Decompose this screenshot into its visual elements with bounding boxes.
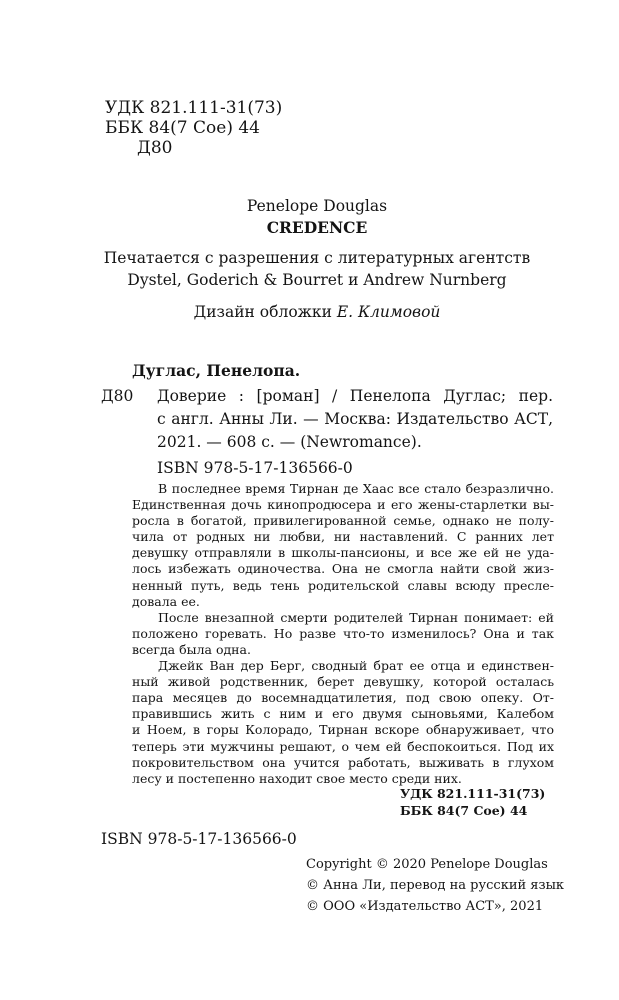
isbn-bottom: ISBN 978-5-17-136566-0 (101, 830, 297, 848)
annotation-line: девушку отправляли в школы-пансионы, и все же ей не уда- (132, 545, 554, 561)
annotation-line: и Ноем, в горы Колорадо, Тирнан вскоре обнаруживает, что (132, 722, 554, 738)
catalog-author: Дуглас, Пенелопа. (132, 361, 301, 380)
udk-code: УДК 821.111-31(73) (105, 98, 283, 118)
original-title: CREDENCE (266, 218, 368, 237)
permission-line-1: Печатается с разрешения с литературных агентств (103, 249, 531, 267)
author-code: Д80 (137, 138, 173, 158)
copyright-line-2: © Анна Ли, перевод на русский язык (306, 878, 565, 893)
annotation-line: После внезапной смерти родителей Тирнан понимает: ей (158, 609, 554, 625)
copyright-line-1: Copyright © 2020 Penelope Douglas (306, 857, 548, 872)
annotation-line: В последнее время Тирнан де Хаас все стало безразлично. (158, 481, 554, 496)
annotation-line: Джейк Ван дер Берг, сводный брат ее отца и единствен- (158, 658, 554, 674)
annotation (132, 481, 554, 787)
annotation-paragraph-1 (132, 481, 554, 610)
annotation-paragraph-3 (132, 658, 554, 787)
annotation-line: теперь эти мужчины решают, о чем ей беспокоиться. Под их (132, 738, 554, 754)
catalog-line-3: 2021. — 608 с. — (Newromance). (157, 433, 422, 451)
annotation-line: росла в богатой, привилегированной семье, однако не полу- (132, 513, 554, 529)
bbk-code: ББК 84(7 Сое) 44 (105, 118, 261, 138)
annotation-line: правившись жить с ним и его двумя сыновьями, Калебом (132, 706, 554, 722)
annotation-line: всегда была одна. (132, 641, 251, 657)
cover-designer-name: Е. Климовой (336, 303, 441, 321)
original-author: Penelope Douglas (246, 197, 388, 215)
annotation-line: довала ее. (132, 593, 200, 609)
catalog-line-2: с англ. Анны Ли. — Москва: Издательство АСТ, (157, 410, 553, 428)
cover-design-prefix: Дизайн обложки (193, 303, 337, 321)
bbk-code-bottom: ББК 84(7 Сое) 44 (400, 803, 528, 818)
catalog-code: Д80 (101, 387, 134, 405)
annotation-line: пара месяцев до восемнадцатилетия, под свою опеку. От- (132, 690, 554, 706)
annotation-line: лось избежать одиночества. Она не смогла найти свой жиз- (132, 561, 554, 577)
copyright-line-3: © ООО «Издательство АСТ», 2021 (306, 899, 544, 914)
udk-code-bottom: УДК 821.111-31(73) (400, 786, 546, 801)
annotation-line: положено горевать. Но разве что-то изменилось? Она и так (132, 625, 554, 641)
cover-design-credit (90, 302, 544, 322)
copyright-block (306, 854, 564, 917)
permission-line-2: Dystel, Goderich & Bourret и Andrew Nurnberg (127, 271, 507, 289)
annotation-line: ненный путь, ведь тень родительской славы всюду пресле- (132, 577, 554, 593)
catalog-line-1: Доверие : [роман] / Пенелопа Дуглас; пер. (157, 387, 553, 405)
annotation-line: лесу и постепенно находит свое место среди них. (132, 770, 462, 786)
annotation-line: покровительством она учится работать, выживать в глухом (132, 754, 554, 770)
annotation-line: чила от родных ни любви, ни наставлений. С ранних лет (132, 529, 554, 545)
annotation-line: ный живой родственник, берет девушку, которой осталась (132, 674, 554, 690)
annotation-line: Единственная дочь кинопродюсера и его жены-старлетки вы- (132, 497, 554, 513)
annotation-paragraph-2 (132, 610, 554, 658)
catalog-isbn: ISBN 978-5-17-136566-0 (157, 459, 353, 477)
